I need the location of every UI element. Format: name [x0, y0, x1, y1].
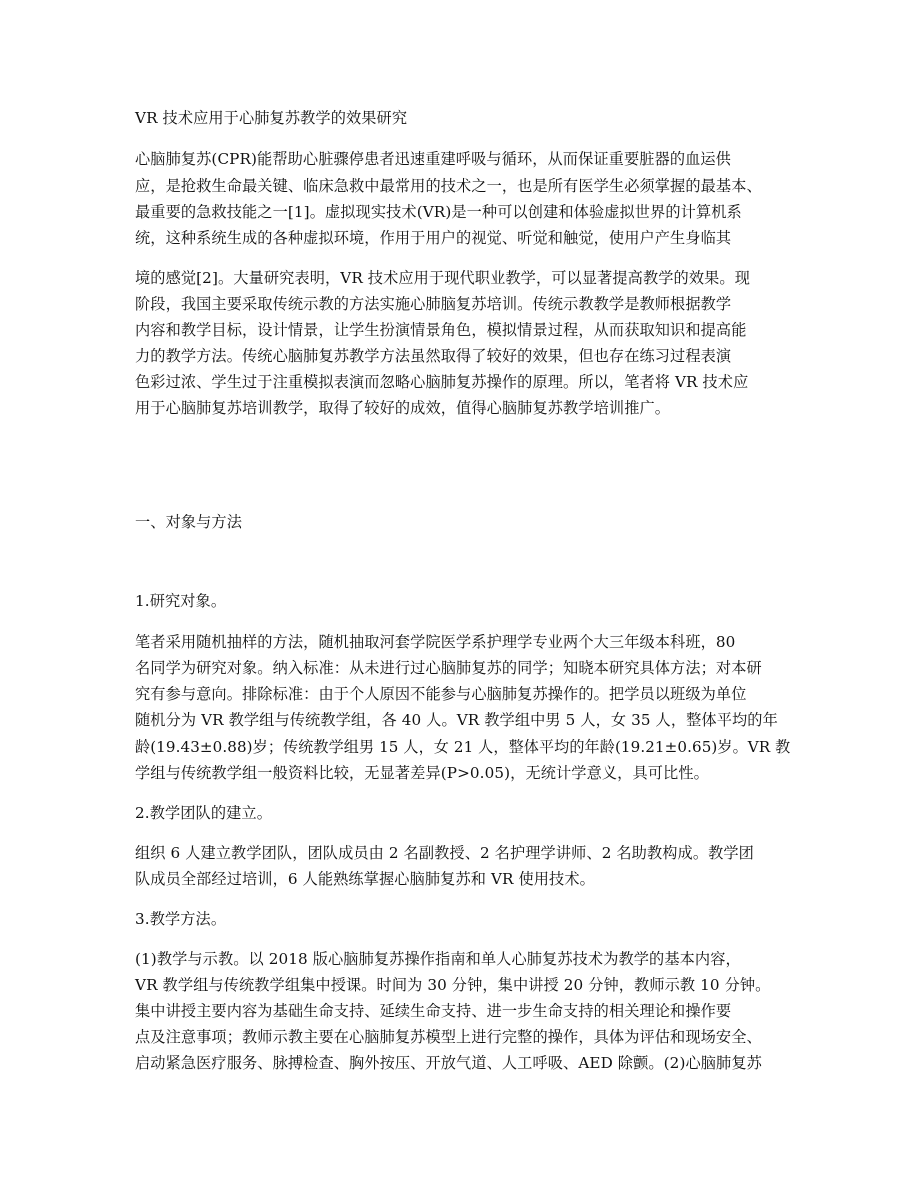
paragraph-line: 学组与传统教学组一般资料比较，无显著差异(P>0.05)，无统计学意义，具可比性。 [135, 764, 709, 782]
paragraph-line: 名同学为研究对象。纳入标准：从未进行过心脑肺复苏的同学；知晓本研究具体方法；对本研 [135, 659, 762, 677]
paragraph-line: 阶段，我国主要采取传统示教的方法实施心肺脑复苏培训。传统示教教学是教师根据教学 [135, 295, 732, 313]
paragraph-line: 色彩过浓、学生过于注重模拟表演而忽略心脑肺复苏操作的原理。所以，笔者将 VR 技术应 [135, 373, 749, 391]
paragraph-line: 笔者采用随机抽样的方法，随机抽取河套学院医学系护理学专业两个大三年级本科班，80 [135, 633, 736, 651]
paragraph-line: 境的感觉[2]。大量研究表明，VR 技术应用于现代职业教学，可以显著提高教学的效果。现 [135, 269, 750, 287]
paragraph-line: 组织 6 人建立教学团队，团队成员由 2 名副教授、2 名护理学讲师、2 名助教构成。教学团 [135, 844, 754, 862]
paragraph-line: 究有参与意向。排除标准：由于个人原因不能参与心脑肺复苏操作的。把学员以班级为单位 [135, 685, 747, 703]
paragraph-line: 内容和教学目标，设计情景，让学生扮演情景角色，模拟情景过程，从而获取知识和提高能 [135, 321, 747, 339]
subsection-heading-team: 2.教学团队的建立。 [135, 804, 272, 822]
paragraph-line: 心脑肺复苏(CPR)能帮助心脏骤停患者迅速重建呼吸与循环，从而保证重要脏器的血运供 [135, 150, 731, 168]
paragraph-line: 随机分为 VR 教学组与传统教学组，各 40 人。VR 教学组中男 5 人，女 35 人，整体平均的年 [135, 711, 778, 729]
paragraph-line: 力的教学方法。传统心脑肺复苏教学方法虽然取得了较好的效果，但也存在练习过程表演 [135, 347, 732, 365]
subsection-heading-methods: 3.教学方法。 [135, 910, 227, 928]
paragraph-line: 集中讲授主要内容为基础生命支持、延续生命支持、进一步生命支持的相关理论和操作要 [135, 1002, 732, 1020]
paragraph-line: (1)教学与示教。以 2018 版心脑肺复苏操作指南和单人心肺复苏技术为教学的基本内容， [135, 950, 741, 968]
paragraph-line: 队成员全部经过培训，6 人能熟练掌握心脑肺复苏和 VR 使用技术。 [135, 870, 595, 888]
paragraph-line: 龄(19.43±0.88)岁；传统教学组男 15 人，女 21 人，整体平均的年龄(19.21±0.65)岁。VR 教 [135, 738, 791, 756]
paragraph-line: 启动紧急医疗服务、脉搏检查、胸外按压、开放气道、人工呼吸、AED 除颤。(2)心脑肺复苏 [135, 1054, 762, 1072]
paragraph-line: 统，这种系统生成的各种虚拟环境，作用于用户的视觉、听觉和触觉，使用户产生身临其 [135, 229, 732, 247]
paragraph-line: VR 教学组与传统教学组集中授课。时间为 30 分钟，集中讲授 20 分钟，教师示教 10 分钟。 [135, 976, 771, 994]
document-title: VR 技术应用于心肺复苏教学的效果研究 [135, 109, 408, 127]
paragraph-line: 最重要的急救技能之一[1]。虚拟现实技术(VR)是一种可以创建和体验虚拟世界的计算机系 [135, 203, 742, 221]
paragraph-line: 点及注意事项；教师示教主要在心脑肺复苏模型上进行完整的操作，具体为评估和现场安全、 [135, 1028, 762, 1046]
section-heading: 一、对象与方法 [135, 513, 243, 531]
subsection-heading-subjects: 1.研究对象。 [135, 592, 227, 610]
paragraph-line: 应，是抢救生命最关键、临床急救中最常用的技术之一，也是所有医学生必须掌握的最基本、 [135, 177, 762, 195]
paragraph-line: 用于心脑肺复苏培训教学，取得了较好的成效，值得心脑肺复苏教学培训推广。 [135, 399, 671, 417]
